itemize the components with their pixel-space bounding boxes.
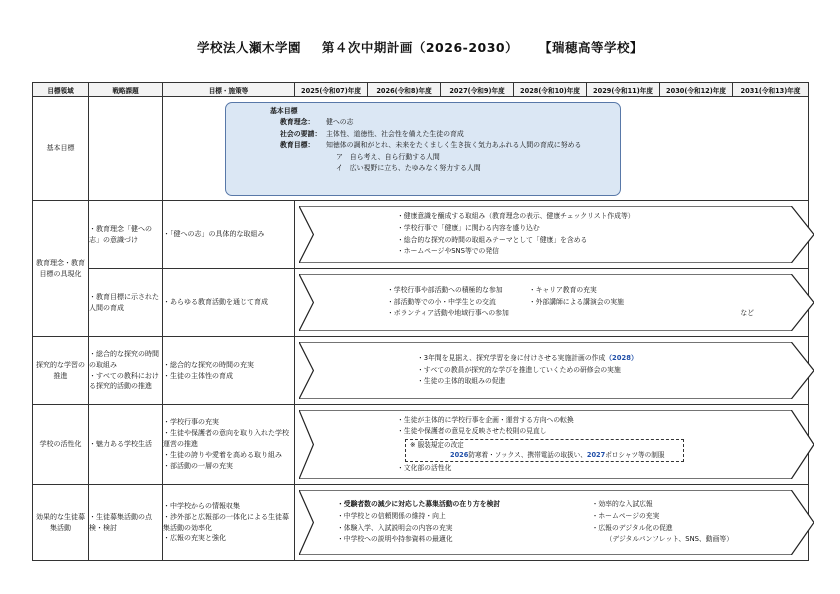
header-row xyxy=(33,83,809,97)
s4-item: ・ 中学校との信頼関係の維持・向上 xyxy=(337,511,578,523)
s4-item: ・ 効率的な入試広報 xyxy=(592,499,784,511)
basic-goal-box xyxy=(225,102,621,196)
section2-goal1: ・総合的な探究の時間の充実 xyxy=(163,360,254,369)
section4-strategy: ・生徒募集活動の点検・検討 xyxy=(89,485,163,561)
s4-item: ・ 広報のデジタル化の促進 xyxy=(592,523,784,535)
section4-goal: ・渉外部と広報部の一体化による生徒募集活動の効率化 xyxy=(163,512,289,532)
etc-text: など xyxy=(740,309,754,318)
col-year: 2026(令和8)年度 xyxy=(368,83,441,97)
col-goals: 目標・施策等 xyxy=(163,83,295,97)
goal-a: ア 自ら考え、自ら行動する人間 xyxy=(336,152,440,161)
philosophy-label: 教育理念： xyxy=(280,118,315,127)
target-year: （2028） xyxy=(605,354,638,363)
timeline-arrow xyxy=(299,342,814,399)
s1r1-item: ・ ホームページやSNS等での発信 xyxy=(397,246,784,258)
col-year: 2030(令和12)年度 xyxy=(660,83,733,97)
s1r1-item: ・ 健康意識を醸成する取組み（教育理念の表示、健康チェックリスト作成等） xyxy=(397,211,784,223)
section1-row1 xyxy=(33,201,809,269)
s4-item: ・ ホームページの充実 xyxy=(592,511,784,523)
org-name: 学校法人瀬木学園 xyxy=(196,40,301,55)
s4-item: ・ 体験入学、入試説明会の内容の充実 xyxy=(337,523,578,535)
section3-goal: ・生徒や保護者の意向を取り入れた学校運営の推進 xyxy=(163,429,289,449)
basic-box-title: 基本目標 xyxy=(270,107,298,115)
section1-row2 xyxy=(33,269,809,337)
s3-item: ・ 生徒が主体的に学校行事を企画・運営する方向への転換 xyxy=(397,415,684,427)
section4-goal: ・中学校からの情報収集 xyxy=(163,501,240,510)
goal-b: イ 広い視野に立ち、たゆみなく努力する人間 xyxy=(336,163,481,172)
s2-item: ・ すべての教員が探究的な学びを推進していくための研修会の実施 xyxy=(417,365,784,377)
section1-strategy1: ・教育理念「健への志」の意識づけ xyxy=(89,201,163,269)
section4-domain: 効果的な生徒募集活動 xyxy=(33,485,89,561)
s2-item: ・ 3年間を見据え、探究学習を身に付けさせる実施計画の作成（2028） xyxy=(417,353,784,365)
timeline-arrow xyxy=(299,410,814,479)
year-2026: 2026 xyxy=(450,451,469,460)
s1r2-item: ・ ボランティア活動や地域行事への参加 xyxy=(387,308,509,320)
s4-item: ・ 中学校への説明や持参資料の最適化 xyxy=(337,534,578,546)
goal: 知徳体の調和がとれ、未来をたくましく生き抜く気力あふれる人間の育成に努める xyxy=(326,141,582,150)
philosophy: 健への志 xyxy=(326,118,354,127)
s1r2-item: ・ 学校行事や部活動への積極的な参加 xyxy=(387,285,509,297)
s1r2-item: ・ 部活動等での小・中学生との交流 xyxy=(387,297,509,309)
section3-goal: ・部活動の一層の充実 xyxy=(163,461,233,470)
section4-row xyxy=(33,485,809,561)
s1r2-item: ・ 外部講師による講演会の実施 xyxy=(529,297,784,309)
section2-domain: 探究的な学習の推進 xyxy=(33,337,89,405)
social-label: 社会の要請： xyxy=(280,129,322,138)
dress-code-title: ※ 服装規定の改定 xyxy=(410,440,464,449)
basic-domain: 基本目標 xyxy=(33,97,89,201)
section3-goal: ・学校行事の充実 xyxy=(163,418,219,427)
section1-domain: 教育理念・教育目標の具現化 xyxy=(33,201,89,337)
goal-label: 教育目標： xyxy=(280,141,315,150)
col-year: 2031(令和13)年度 xyxy=(733,83,809,97)
section2-strategy1: ・総合的な探究の時間の取組み xyxy=(89,349,159,369)
s3-item: ・ 生徒や保護者の意見を反映させた校則の見直し xyxy=(397,426,684,438)
s1r1-item: ・ 総合的な探究の時間の取組みテーマとして「健康」を含める xyxy=(397,235,784,247)
s2-item: ・ 生徒の主体的取組みの促進 xyxy=(417,376,784,388)
dress-code-box: ※ 服装規定の改定 2026防寒着・ソックス、携帯電話の取扱い、2027ポロシャツ等の制服 xyxy=(405,439,684,462)
section2-row xyxy=(33,337,809,405)
section3-domain: 学校の活性化 xyxy=(33,405,89,485)
year-2027: 2027 xyxy=(586,451,606,460)
timeline-arrow xyxy=(299,274,814,331)
col-domain: 目標領域 xyxy=(33,83,89,97)
section1-goal1: ・「健への志」の具体的な取組み xyxy=(163,201,295,269)
col-year: 2028(令和10)年度 xyxy=(514,83,587,97)
timeline-arrow xyxy=(299,206,814,263)
s1r1-item: ・ 学校行事で「健康」に関わる内容を盛り込む xyxy=(397,223,784,235)
s3-item: ・ 文化部の活性化 xyxy=(397,463,684,475)
section1-goal2: ・あらゆる教育活動を通じて育成 xyxy=(163,269,295,337)
s4-item: ・ 受験者数の減少に対応した募集活動の在り方を検討 xyxy=(337,499,578,511)
section4-goal: ・広報の充実と強化 xyxy=(163,534,226,543)
s1r2-item: ・ キャリア教育の充実 xyxy=(529,285,784,297)
school-name: 【瑞穂高等学校】 xyxy=(539,40,644,55)
section3-row xyxy=(33,405,809,485)
section2-goal2: ・生徒の主体性の育成 xyxy=(163,371,233,380)
document-title xyxy=(0,38,840,56)
social: 主体性、道徳性、社会性を備えた生徒の育成 xyxy=(326,129,464,138)
timeline-arrow xyxy=(299,490,814,555)
col-year: 2025(令和07)年度 xyxy=(295,83,368,97)
col-strategy: 戦略課題 xyxy=(89,83,163,97)
s4-note: （デジタルパンフレット、SNS、動画等） xyxy=(605,535,733,544)
col-year: 2029(令和11)年度 xyxy=(587,83,660,97)
section3-goal: ・生徒の誇りや愛着を高める取り組み xyxy=(163,450,282,459)
section2-strategy2: ・すべての教科における探究的活動の推進 xyxy=(89,371,159,391)
section3-strategy: ・魅力ある学校生活 xyxy=(89,405,163,485)
plan-name: 第４次中期計画（2026-2030） xyxy=(321,40,519,55)
section1-strategy2: ・教育目標に示された人間の育成 xyxy=(89,269,163,337)
col-year: 2027(令和9)年度 xyxy=(441,83,514,97)
